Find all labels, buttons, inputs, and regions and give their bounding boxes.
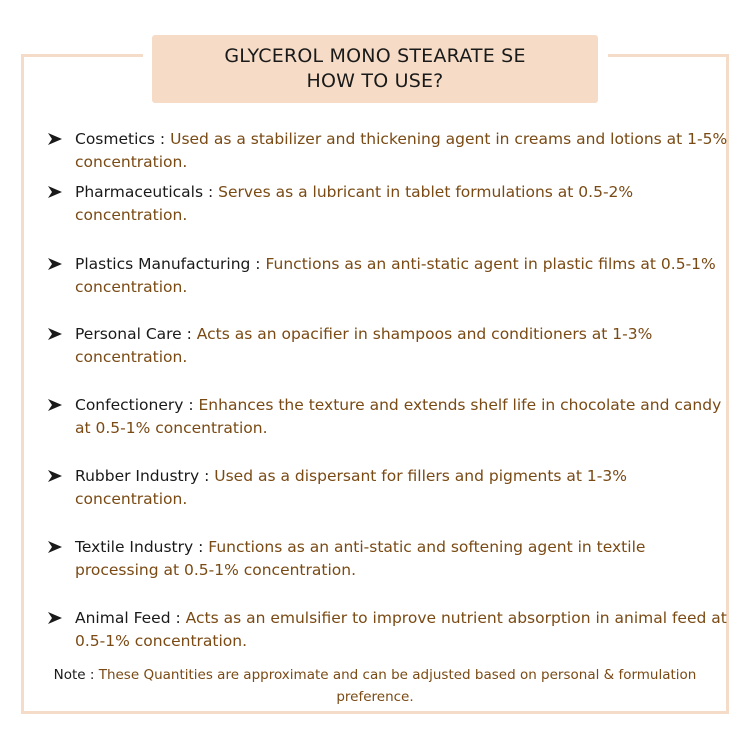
list-item-pharmaceuticals bbox=[48, 181, 730, 227]
list-item-term: Pharmaceuticals : bbox=[75, 183, 214, 201]
note-text: These Quantities are approximate and can be adjusted based on personal & formulation preference. bbox=[98, 667, 697, 705]
list-item-plastics-manufacturing bbox=[48, 253, 730, 299]
note-label: Note : bbox=[53, 667, 95, 683]
list-item-term: Confectionery : bbox=[75, 396, 194, 414]
list-item-description: Enhances the texture and extends shelf life in chocolate and candy at 0.5-1% concentration. bbox=[75, 396, 722, 437]
list-item-description: Serves as a lubricant in tablet formulations at 0.5-2% concentration. bbox=[75, 183, 634, 224]
list-item-description: Used as a stabilizer and thickening agent in creams and lotions at 1-5% concentration. bbox=[75, 130, 728, 171]
arrowhead-right-icon bbox=[48, 540, 62, 554]
list-item-description: Used as a dispersant for fillers and pigments at 1-3% concentration. bbox=[75, 467, 627, 508]
list-item-description: Acts as an emulsifier to improve nutrient absorption in animal feed at 0.5-1% concentration. bbox=[75, 609, 727, 650]
list-item-term: Textile Industry : bbox=[75, 538, 204, 556]
list-item-cosmetics bbox=[48, 128, 730, 174]
list-item-personal-care bbox=[48, 323, 730, 369]
list-item-term: Plastics Manufacturing : bbox=[75, 255, 261, 273]
list-item-confectionery bbox=[48, 394, 730, 440]
page-subtitle: HOW TO USE? bbox=[306, 70, 444, 92]
list-item-description: Functions as an anti-static agent in plastic films at 0.5-1% concentration. bbox=[75, 255, 716, 296]
list-item-term: Cosmetics : bbox=[75, 130, 166, 148]
arrowhead-right-icon bbox=[48, 327, 62, 341]
title-banner bbox=[152, 35, 598, 103]
arrowhead-right-icon bbox=[48, 611, 62, 625]
frame-top-left-segment bbox=[21, 54, 143, 57]
arrowhead-right-icon bbox=[48, 257, 62, 271]
list-item-term: Rubber Industry : bbox=[75, 467, 210, 485]
arrowhead-right-icon bbox=[48, 185, 62, 199]
list-item-textile-industry bbox=[48, 536, 730, 582]
list-item-rubber-industry bbox=[48, 465, 730, 511]
list-item-term: Animal Feed : bbox=[75, 609, 181, 627]
arrowhead-right-icon bbox=[48, 469, 62, 483]
page-title: GLYCEROL MONO STEARATE SE bbox=[224, 45, 526, 67]
arrowhead-right-icon bbox=[48, 398, 62, 412]
list-item-animal-feed bbox=[48, 607, 730, 653]
arrowhead-right-icon bbox=[48, 132, 62, 146]
frame-top-right-segment bbox=[608, 54, 729, 57]
usage-note bbox=[40, 664, 710, 708]
list-item-description: Functions as an anti-static and softening agent in textile processing at 0.5-1% concentration. bbox=[75, 538, 646, 579]
list-item-description: Acts as an opacifier in shampoos and conditioners at 1-3% concentration. bbox=[75, 325, 653, 366]
list-item-term: Personal Care : bbox=[75, 325, 192, 343]
